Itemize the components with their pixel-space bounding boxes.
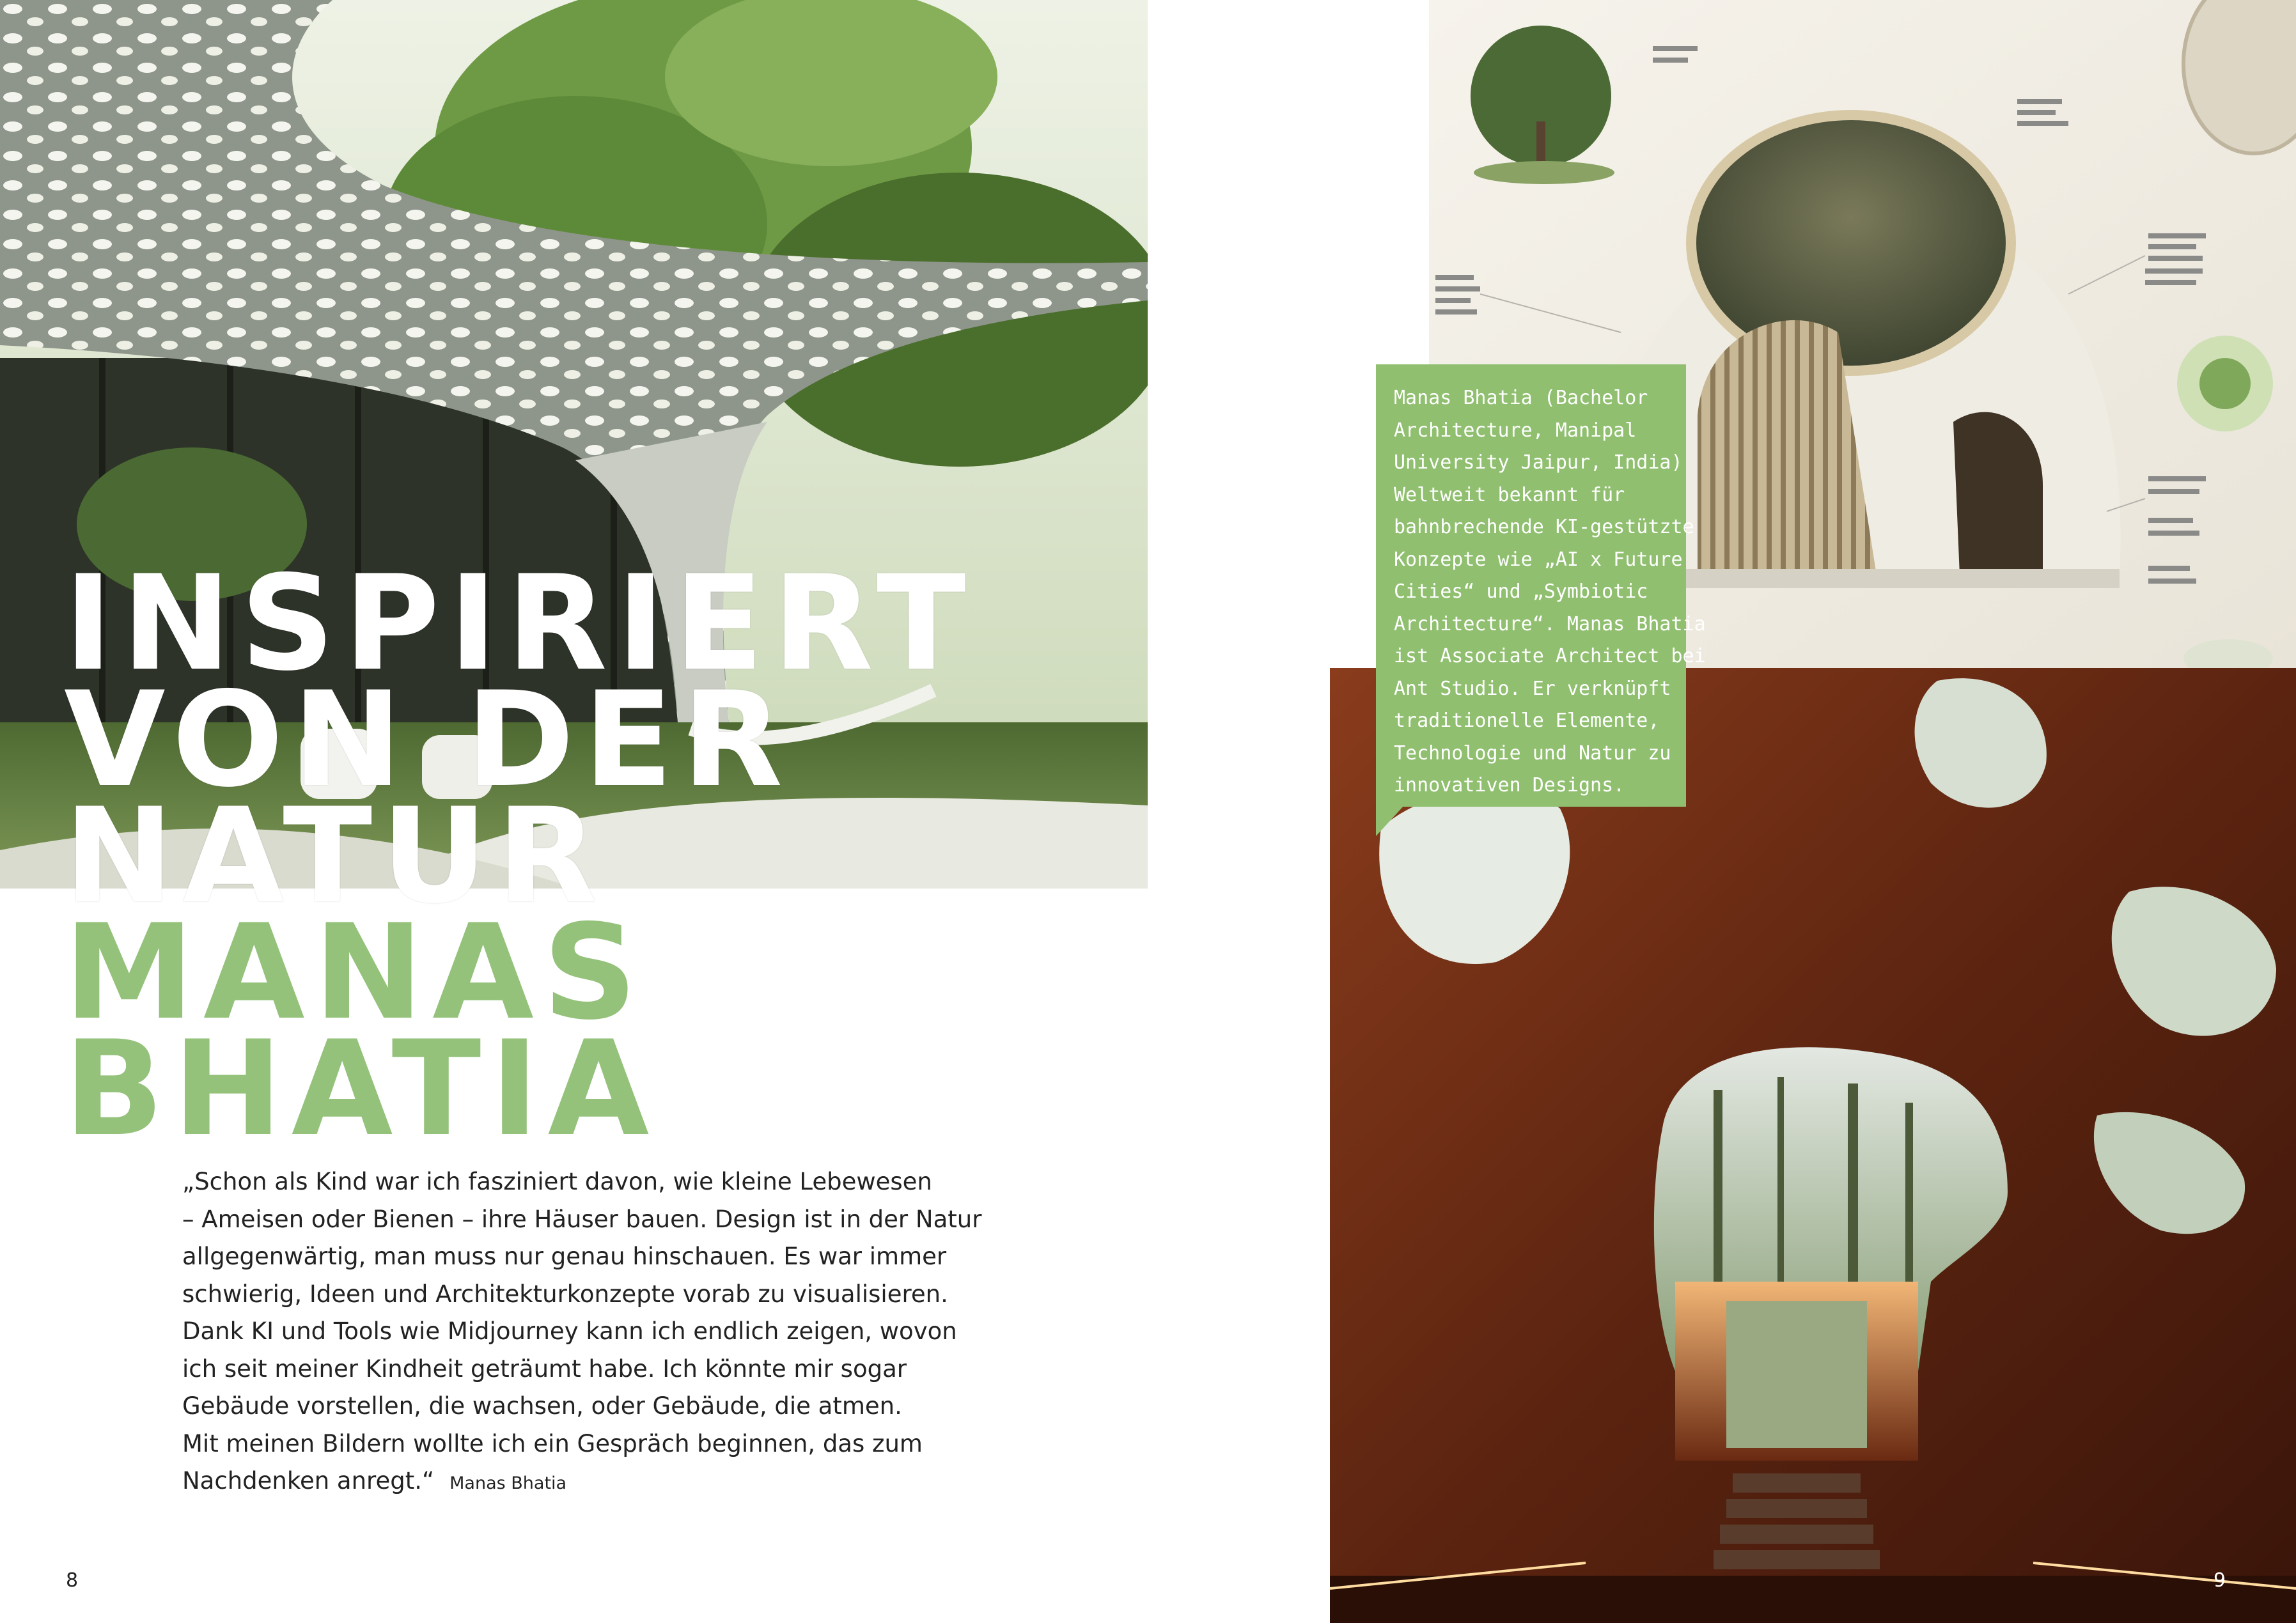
caption-pointer — [1376, 805, 1404, 836]
quote-line: allgegenwärtig, man muss nur genau hinschauen. Es war immer — [182, 1243, 947, 1270]
quote-line: – Ameisen oder Bienen – ihre Häuser bauen. Design ist in der Natur — [182, 1205, 982, 1233]
caption-line: Manas Bhatia (Bachelor — [1394, 387, 1648, 409]
quote-line-last — [182, 1463, 1001, 1503]
caption-line: traditionelle Elemente, — [1394, 710, 1660, 732]
caption-line: innovativen Designs. — [1394, 774, 1625, 796]
page-number-right: 9 — [2214, 1569, 2226, 1592]
quote-line: „Schon als Kind war ich fasziniert davon, wie kleine Lebewesen — [182, 1168, 932, 1195]
caption-line: Architecture, Manipal — [1394, 419, 1637, 442]
caption-line: University Jaipur, India) — [1394, 451, 1683, 474]
article-headline — [64, 548, 975, 1165]
quote-line-text: Nachdenken anregt.“ — [182, 1467, 435, 1495]
quote-line: Dank KI und Tools wie Midjourney kann ich endlich zeigen, wovon — [182, 1317, 957, 1345]
wooden-interior-image — [1330, 668, 2296, 1623]
quote-line: Gebäude vorstellen, die wachsen, oder Gebäude, die atmen. — [182, 1392, 902, 1420]
quote-attribution: Manas Bhatia — [449, 1473, 567, 1493]
headline-name-line-2: BHATIA — [64, 1013, 659, 1165]
caption-line: Ant Studio. Er verknüpft — [1394, 677, 1671, 700]
quote-line: schwierig, Ideen und Architekturkonzepte vorab zu visualisieren. — [182, 1280, 948, 1308]
headline-line-1: INSPIRIERT — [64, 548, 975, 700]
quote-line: Mit meinen Bildern wollte ich ein Gespräch beginnen, das zum — [182, 1429, 923, 1457]
caption-line: Weltweit bekannt für — [1394, 483, 1625, 506]
headline-name-line-1: MANAS — [64, 897, 646, 1049]
caption-line: Konzepte wie „AI x Future — [1394, 548, 1683, 571]
caption-line: Cities“ und „Symbiotic — [1394, 580, 1648, 603]
headline-line-2: VON DER — [64, 664, 792, 816]
caption-line: bahnbrechende KI-gestützte — [1394, 516, 1694, 538]
page-number-left: 8 — [66, 1569, 79, 1592]
bio-caption-box — [1376, 364, 1706, 807]
quote-line: ich seit meiner Kindheit geträumt habe. Ich könnte mir sogar — [182, 1355, 907, 1383]
caption-line: ist Associate Architect bei — [1394, 645, 1706, 667]
pull-quote — [182, 1163, 1001, 1503]
caption-line: Architecture“. Manas Bhatia — [1394, 612, 1706, 635]
headline-line-3: NATUR — [64, 780, 607, 933]
caption-line: Technologie und Natur zu — [1394, 742, 1671, 765]
